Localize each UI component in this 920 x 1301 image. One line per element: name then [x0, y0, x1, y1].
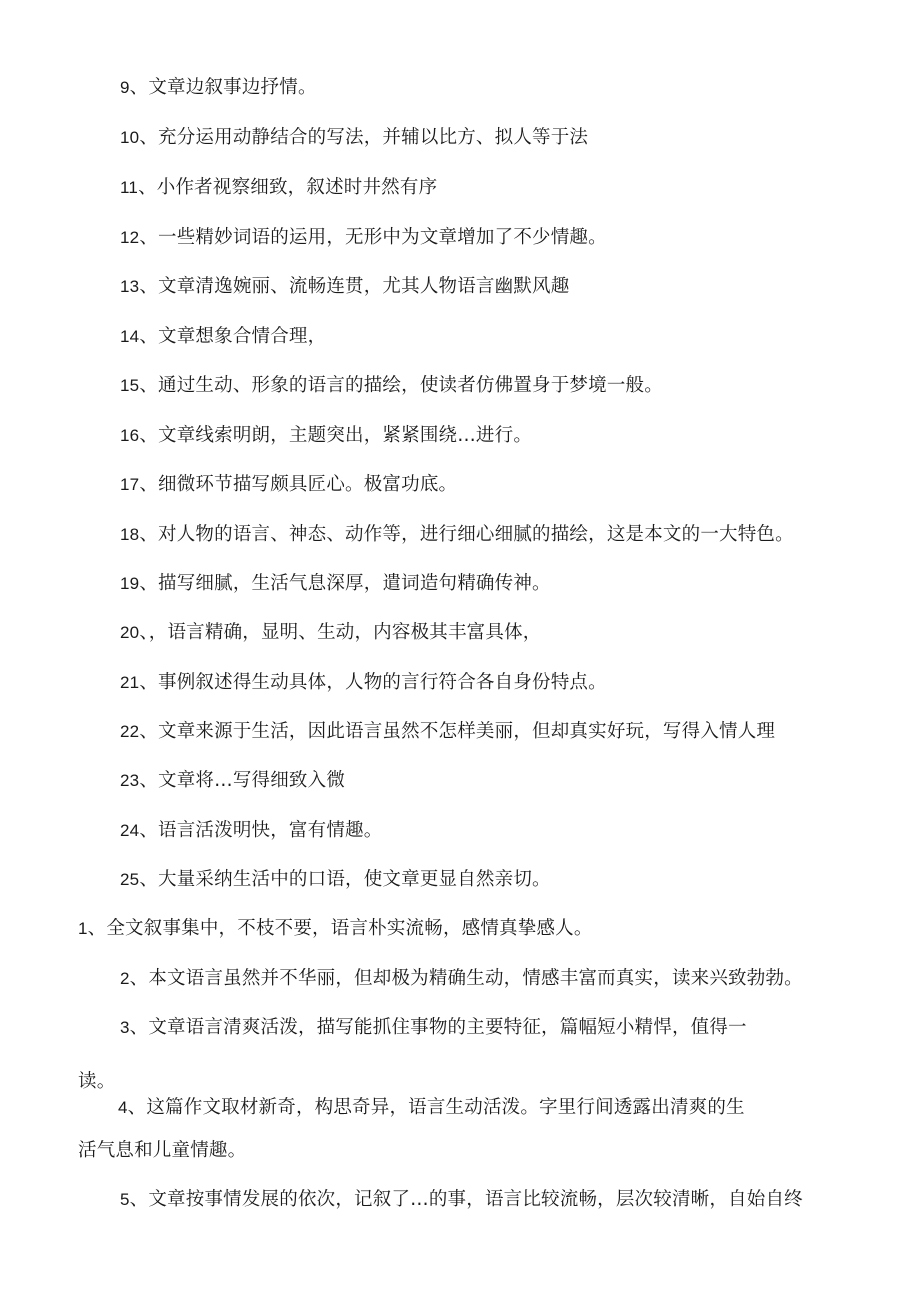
text-line — [120, 226, 607, 250]
item-text: 、文章线索明朗，主题突出，紧紧围绕…进行。 — [139, 425, 533, 446]
text-line — [118, 1096, 745, 1120]
item-text: 读。 — [78, 1071, 116, 1092]
item-number: 18 — [120, 525, 140, 544]
item-text: 、文章来源于生活，因此语言虽然不怎样美丽，但却真实好玩，写得入情人理 — [139, 721, 776, 742]
item-text: 、文章边叙事边抒情。 — [129, 77, 317, 98]
text-line — [120, 671, 607, 695]
item-number: 3 — [120, 1018, 130, 1037]
text-line — [120, 374, 663, 398]
text-line — [120, 76, 317, 100]
item-number: 4 — [118, 1098, 128, 1117]
item-text: 、文章想象合情合理， — [139, 326, 327, 347]
item-number: 14 — [120, 327, 140, 346]
item-number: 24 — [120, 821, 140, 840]
item-number: 21 — [120, 673, 140, 692]
item-text: 、文章清逸婉丽、流畅连贯，尤其人物语言幽默风趣 — [139, 276, 570, 297]
item-text: 、大量采纳生活中的口语，使文章更显自然亲切。 — [139, 869, 551, 890]
text-line — [120, 1016, 747, 1040]
item-number: 9 — [120, 78, 130, 97]
item-number: 19 — [120, 574, 140, 593]
item-number: 17 — [120, 475, 140, 494]
item-text: 、文章按事情发展的依次，记叙了…的事，语言比较流畅，层次较清晰，自始自终 — [129, 1189, 803, 1210]
text-line — [120, 967, 803, 991]
text-line — [120, 819, 382, 843]
item-number: 10 — [120, 128, 140, 147]
item-number: 15 — [120, 376, 140, 395]
item-number: 20 — [120, 623, 140, 642]
text-line — [120, 621, 541, 645]
item-number: 2 — [120, 969, 130, 988]
item-text: 、文章将…写得细致入微 — [139, 770, 346, 791]
item-number: 1 — [78, 919, 88, 938]
item-number: 5 — [120, 1190, 130, 1209]
item-text: 、对人物的语言、神态、动作等，进行细心细腻的描绘，这是本文的一大特色。 — [139, 524, 794, 545]
item-text: 、细微环节描写颇具匠心。极富功底。 — [139, 474, 458, 495]
item-number: 16 — [120, 426, 140, 445]
item-number: 22 — [120, 722, 140, 741]
item-text: 、，语言精确，显明、生动，内容极其丰富具体， — [139, 622, 542, 643]
text-line — [120, 176, 437, 200]
item-number: 13 — [120, 277, 140, 296]
item-text: 、这篇作文取材新奇，构思奇异，语言生动活泼。字里行间透露出清爽的生 — [127, 1097, 745, 1118]
item-number: 12 — [120, 228, 140, 247]
text-line — [78, 1139, 246, 1163]
text-line — [78, 917, 593, 941]
item-text: 、充分运用动静结合的写法，并辅以比方、拟人等于法 — [139, 127, 589, 148]
text-line — [120, 473, 457, 497]
item-text: 、描写细腻，生活气息深厚，遣词造句精确传神。 — [139, 573, 551, 594]
text-line — [120, 572, 551, 596]
item-number: 23 — [120, 771, 140, 790]
item-text: 、事例叙述得生动具体，人物的言行符合各自身份特点。 — [139, 672, 607, 693]
item-text: 、小作者视察细致，叙述时井然有序 — [138, 177, 438, 198]
text-line — [78, 1070, 115, 1094]
text-line — [120, 325, 326, 349]
item-number: 25 — [120, 870, 140, 889]
item-text: 活气息和儿童情趣。 — [78, 1140, 247, 1161]
text-line — [120, 720, 775, 744]
item-text: 、通过生动、形象的语言的描绘，使读者仿佛置身于梦境一般。 — [139, 375, 663, 396]
item-text: 、文章语言清爽活泼，描写能抓住事物的主要特征，篇幅短小精悍，值得一 — [129, 1017, 747, 1038]
item-text: 、一些精妙词语的运用，无形中为文章增加了不少情趣。 — [139, 227, 607, 248]
text-line — [120, 424, 532, 448]
text-line — [120, 1188, 803, 1212]
text-line — [120, 868, 551, 892]
item-number: 11 — [120, 178, 139, 197]
item-text: 、本文语言虽然并不华丽，但却极为精确生动，情感丰富而真实，读来兴致勃勃。 — [129, 968, 803, 989]
text-line — [120, 126, 588, 150]
text-line — [120, 523, 794, 547]
item-text: 、全文叙事集中，不枝不要，语言朴实流畅，感情真挚感人。 — [87, 918, 593, 939]
text-line — [120, 275, 569, 299]
item-text: 、语言活泼明快，富有情趣。 — [139, 820, 383, 841]
text-line — [120, 769, 345, 793]
